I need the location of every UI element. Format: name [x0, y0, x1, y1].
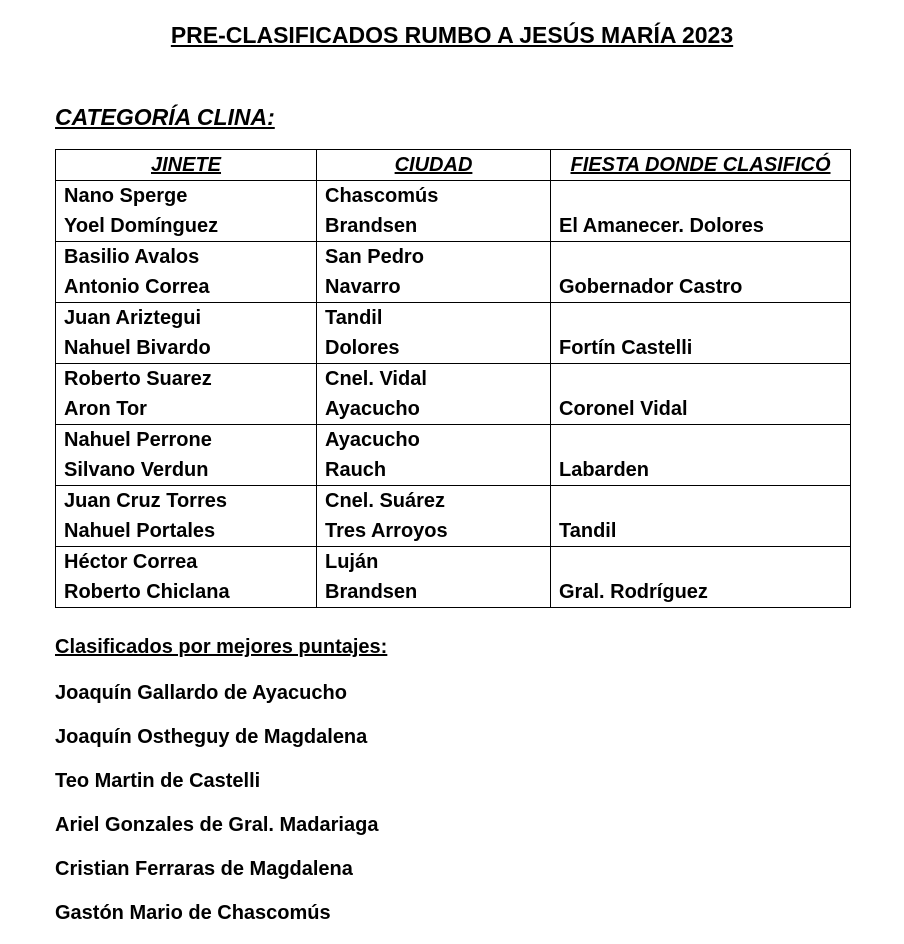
fiesta-name: Gral. Rodríguez — [559, 581, 708, 603]
city-cell — [317, 242, 551, 303]
city-name: Navarro — [325, 276, 401, 298]
rider-cell — [56, 303, 317, 364]
rider-name: Antonio Correa — [64, 276, 210, 298]
rider-cell — [56, 547, 317, 608]
city-name: Ayacucho — [325, 429, 420, 451]
rider-cell — [56, 364, 317, 425]
rider-name: Nahuel Perrone — [64, 429, 212, 451]
city-cell — [317, 181, 551, 242]
city-name: Cnel. Suárez — [325, 490, 446, 512]
table-header-row — [56, 150, 851, 181]
rider-name: Nano Sperge — [64, 185, 188, 207]
city-name: Tandil — [325, 307, 383, 329]
list-item: Joaquín Ostheguy de Magdalena — [55, 726, 368, 748]
city-name: Tres Arroyos — [325, 520, 448, 542]
list-item: Gastón Mario de Chascomús — [55, 902, 331, 924]
rider-name: Nahuel Bivardo — [64, 337, 211, 359]
rider-cell — [56, 486, 317, 547]
table-row — [56, 242, 851, 303]
fiesta-cell — [551, 425, 851, 486]
city-name: Luján — [325, 551, 379, 573]
table-row — [56, 425, 851, 486]
city-name: Cnel. Vidal — [325, 368, 427, 390]
fiesta-name: Fortín Castelli — [559, 337, 693, 359]
fiesta-cell — [551, 486, 851, 547]
fiesta-name: Labarden — [559, 459, 650, 481]
fiesta-name: Tandil — [559, 520, 617, 542]
city-name: Ayacucho — [325, 398, 420, 420]
fiesta-cell — [551, 303, 851, 364]
city-cell — [317, 547, 551, 608]
table-row — [56, 547, 851, 608]
rider-name: Héctor Correa — [64, 551, 198, 573]
table-row — [56, 486, 851, 547]
rider-cell — [56, 425, 317, 486]
scores-heading: Clasificados por mejores puntajes: — [55, 636, 388, 658]
rider-cell — [56, 242, 317, 303]
rider-name: Yoel Domínguez — [64, 215, 219, 237]
city-name: San Pedro — [325, 246, 424, 268]
rider-name: Aron Tor — [64, 398, 147, 420]
fiesta-name: Coronel Vidal — [559, 398, 688, 420]
rider-name: Nahuel Portales — [64, 520, 216, 542]
rider-name: Juan Cruz Torres — [64, 490, 227, 512]
list-item: Teo Martin de Castelli — [55, 770, 261, 792]
fiesta-cell — [551, 364, 851, 425]
category-heading: CATEGORÍA CLINA: — [55, 104, 275, 130]
city-cell — [317, 303, 551, 364]
header-fiesta: FIESTA DONDE CLASIFICÓ — [551, 150, 851, 181]
fiesta-cell — [551, 181, 851, 242]
rider-name: Juan Ariztegui — [64, 307, 202, 329]
riders-table — [55, 149, 851, 608]
header-ciudad: CIUDAD — [317, 150, 551, 181]
city-name: Dolores — [325, 337, 400, 359]
rider-name: Roberto Suarez — [64, 368, 212, 390]
city-name: Chascomús — [325, 185, 439, 207]
list-item: Cristian Ferraras de Magdalena — [55, 858, 353, 880]
header-jinete: JINETE — [56, 150, 317, 181]
city-cell — [317, 486, 551, 547]
fiesta-cell — [551, 242, 851, 303]
table-row — [56, 181, 851, 242]
table-row — [56, 364, 851, 425]
city-cell — [317, 364, 551, 425]
document-title: PRE-CLASIFICADOS RUMBO A JESÚS MARÍA 2023 — [170, 22, 734, 48]
rider-name: Basilio Avalos — [64, 246, 200, 268]
list-item: Ariel Gonzales de Gral. Madariaga — [55, 814, 379, 836]
fiesta-cell — [551, 547, 851, 608]
list-item: Joaquín Gallardo de Ayacucho — [55, 682, 347, 704]
rider-name: Roberto Chiclana — [64, 581, 230, 603]
fiesta-name: El Amanecer. Dolores — [559, 215, 764, 237]
scores-list — [55, 680, 378, 944]
table-row — [56, 303, 851, 364]
rider-name: Silvano Verdun — [64, 459, 209, 481]
city-name: Brandsen — [325, 581, 418, 603]
rider-cell — [56, 181, 317, 242]
city-name: Brandsen — [325, 215, 418, 237]
city-cell — [317, 425, 551, 486]
fiesta-name: Gobernador Castro — [559, 276, 743, 298]
city-name: Rauch — [325, 459, 387, 481]
